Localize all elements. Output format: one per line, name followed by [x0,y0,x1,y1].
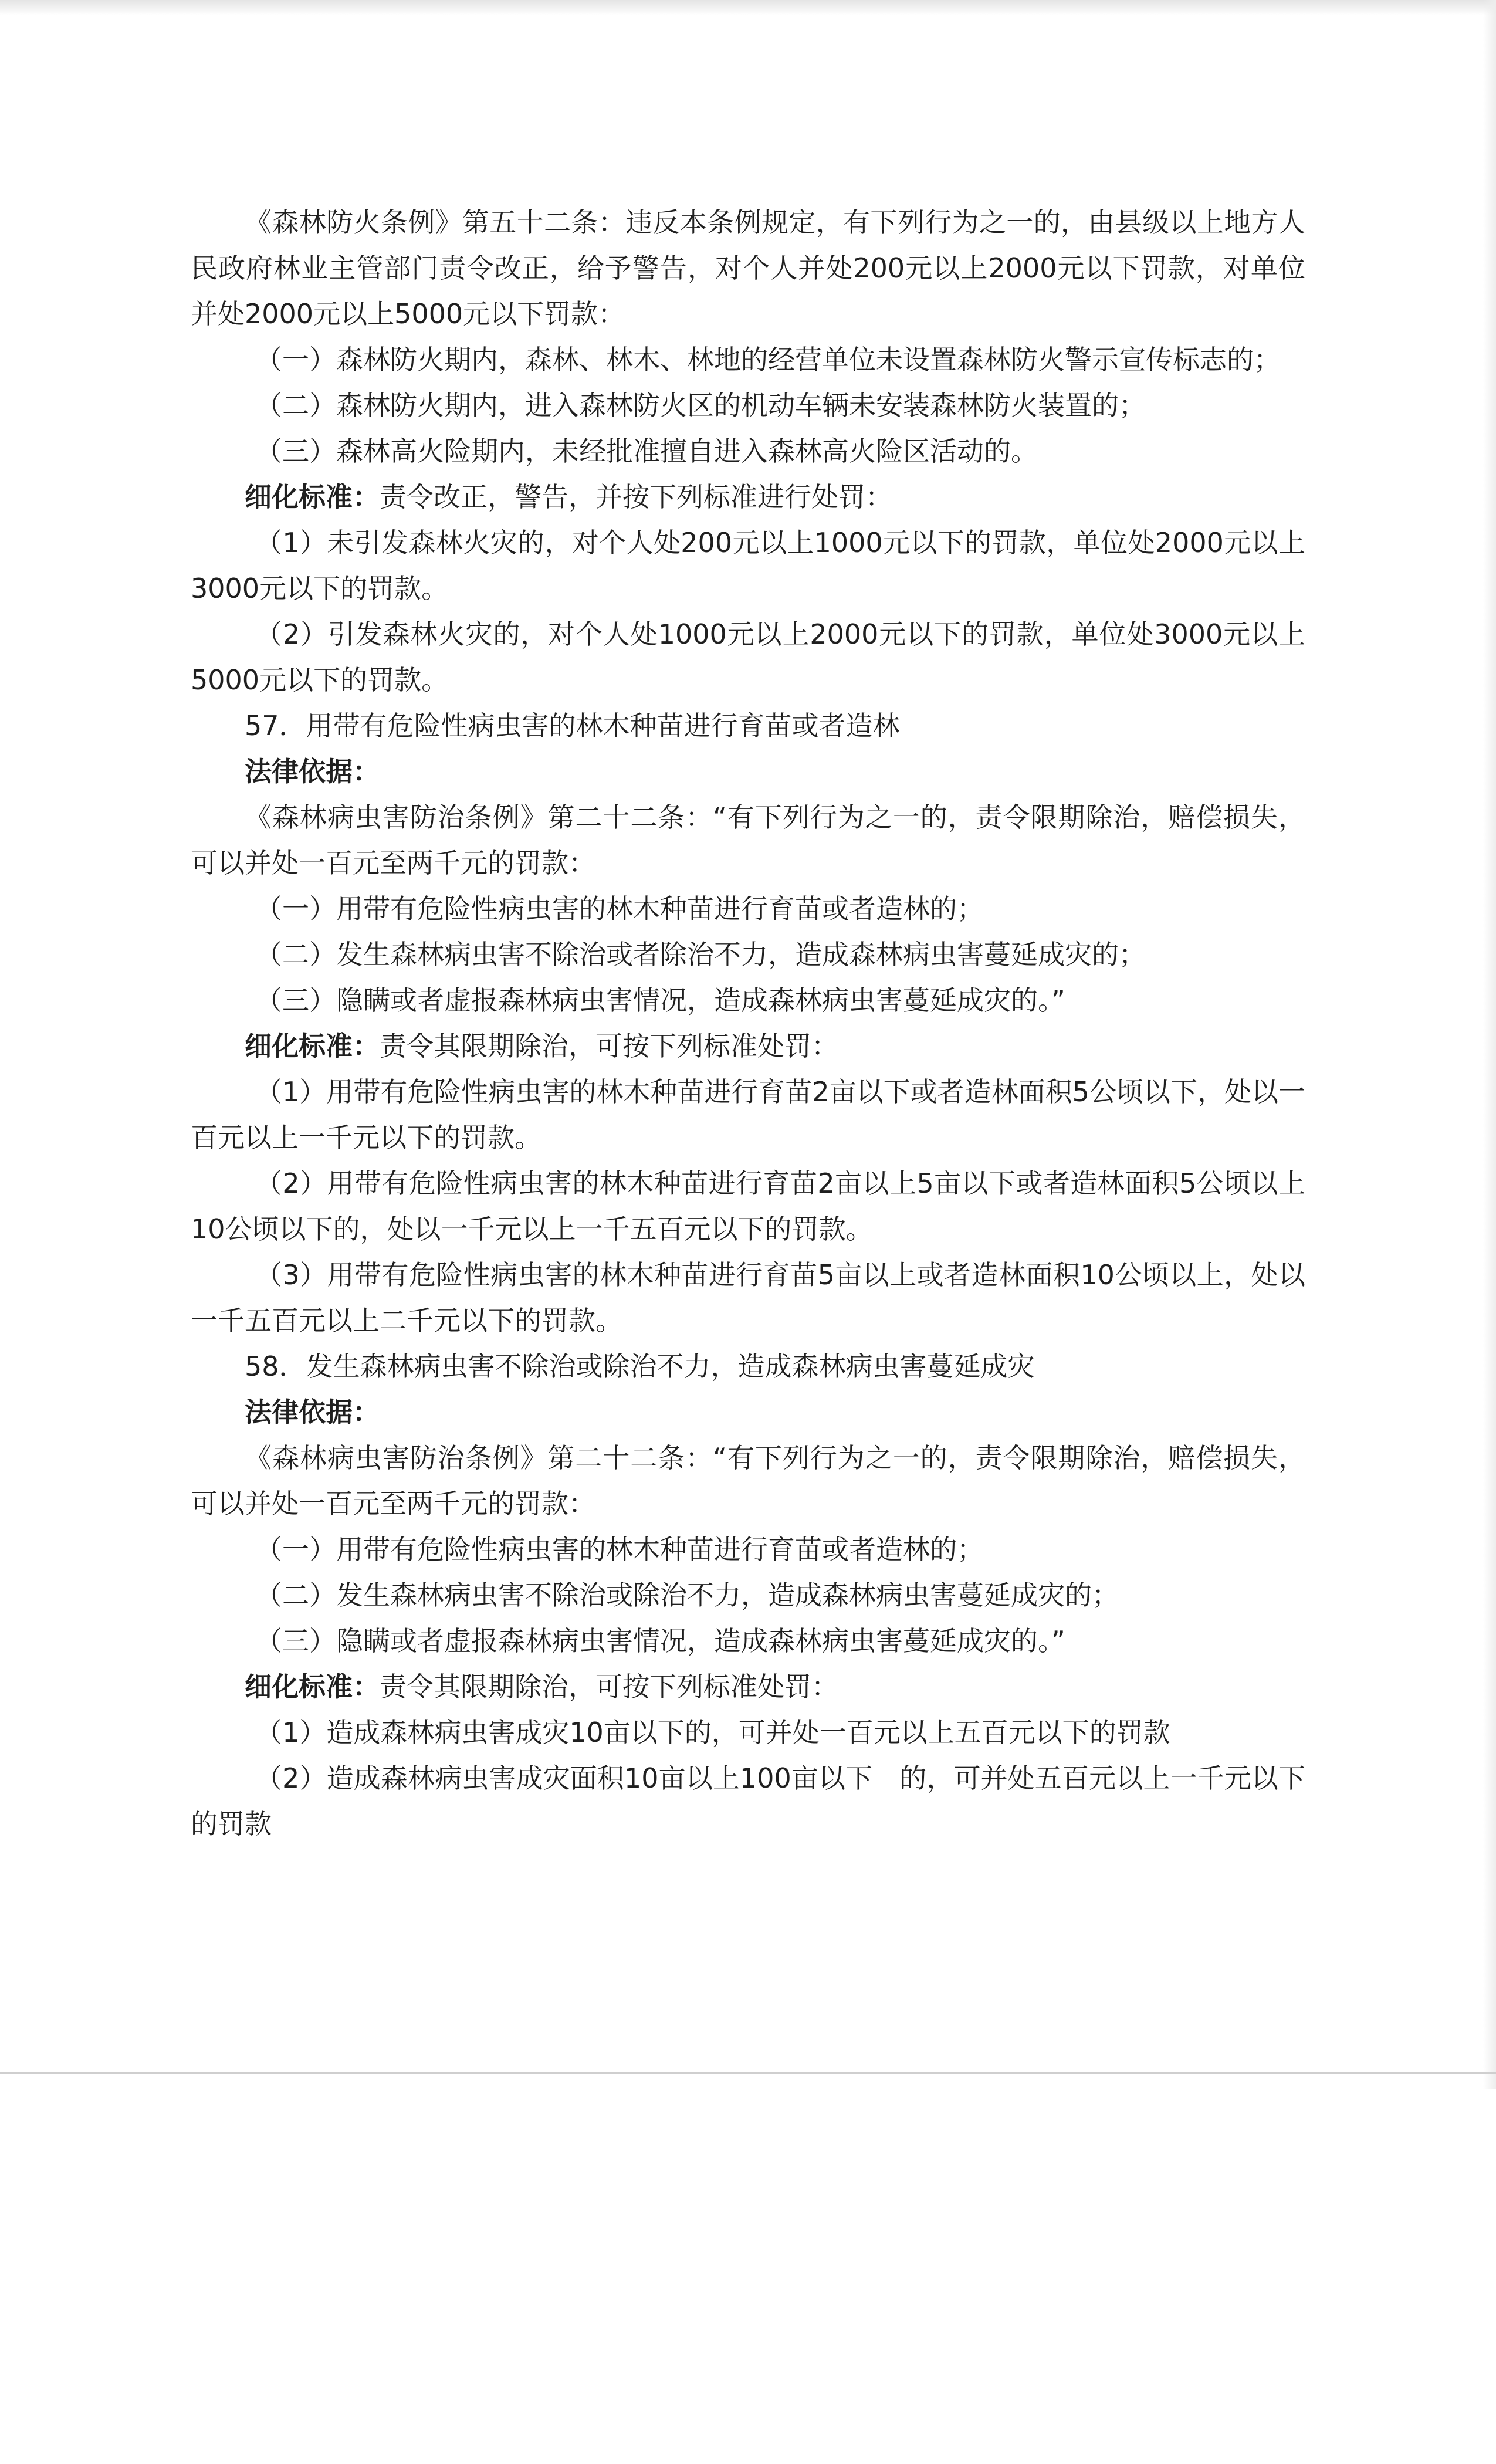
article-52-standard [191,474,1305,520]
document-body [191,199,1305,1847]
item-58-basis-item-3: （三）隐瞒或者虚报森林病虫害情况，造成森林病虫害蔓延成灾的。” [255,1625,1065,1657]
standard-text: 责令其限期除治，可按下列标准处罚： [380,1030,838,1062]
item-58-heading: 58．发生森林病虫害不除治或除治不力，造成森林病虫害蔓延成灾 [245,1351,1035,1382]
article-52-item-2: （二）森林防火期内，进入森林防火区的机动车辆未安装森林防火装置的； [255,390,1146,421]
item-57-basis-label: 法律依据： [245,756,380,787]
item-57-standard [191,1023,1305,1069]
scan-page-edge [0,2072,1496,2074]
item-57-basis-item-2: （二）发生森林病虫害不除治或者除治不力，造成森林病虫害蔓延成灾的； [255,939,1146,970]
scan-shadow-top [0,0,1496,15]
item-58-basis-text: 《森林病虫害防治条例》第二十二条：“有下列行为之一的，责令限期除治，赔偿损失，可以并处一百元至两千元的罚款： [191,1442,1305,1519]
item-58-basis-item-1: （一）用带有危险性病虫害的林木种苗进行育苗或者造林的； [255,1534,984,1565]
article-52-intro: 《森林防火条例》第五十二条：违反本条例规定，有下列行为之一的，由县级以上地方人民政府林业主管部门责令改正，给予警告，对个人并处200元以上2000元以下罚款，对单位并处2000元以上5000元以下罚款： [191,207,1305,330]
item-58-standard-1: （1）造成森林病虫害成灾10亩以下的，可并处一百元以上五百元以下的罚款 [255,1717,1170,1748]
item-58-standard [191,1664,1305,1710]
item-58-basis-item-2: （二）发生森林病虫害不除治或除治不力，造成森林病虫害蔓延成灾的； [255,1579,1119,1611]
article-52-item-1: （一）森林防火期内，森林、林木、林地的经营单位未设置森林防火警示宣传标志的； [255,344,1281,375]
article-52-standard-2: （2）引发森林火灾的，对个人处1000元以上2000元以下的罚款，单位处3000元以上5000元以下的罚款。 [191,618,1305,696]
item-57-basis-text: 《森林病虫害防治条例》第二十二条：“有下列行为之一的，责令限期除治，赔偿损失，可以并处一百元至两千元的罚款： [191,801,1305,879]
item-57-basis-item-3: （三）隐瞒或者虚报森林病虫害情况，造成森林病虫害蔓延成灾的。” [255,984,1065,1016]
item-58-standard-2: （2）造成森林病虫害成灾面积10亩以上100亩以下 的，可并处五百元以上一千元以下的罚款 [191,1762,1305,1840]
standard-label: 细化标准： [245,1671,380,1703]
item-58-basis-label: 法律依据： [245,1396,380,1428]
item-57-basis-item-1: （一）用带有危险性病虫害的林木种苗进行育苗或者造林的； [255,893,984,925]
article-52-item-3: （三）森林高火险期内，未经批准擅自进入森林高火险区活动的。 [255,435,1038,467]
item-57-heading: 57．用带有危险性病虫害的林木种苗进行育苗或者造林 [245,710,900,742]
scan-shadow-right [1483,0,1496,2089]
item-57-standard-2: （2）用带有危险性病虫害的林木种苗进行育苗2亩以上5亩以下或者造林面积5公顷以上10公顷以下的，处以一千元以上一千五百元以下的罚款。 [191,1167,1305,1245]
standard-text: 责令其限期除治，可按下列标准处罚： [380,1671,838,1703]
item-57-standard-3: （3）用带有危险性病虫害的林木种苗进行育苗5亩以上或者造林面积10公顷以上，处以一千五百元以上二千元以下的罚款。 [191,1259,1305,1336]
item-57-standard-1: （1）用带有危险性病虫害的林木种苗进行育苗2亩以下或者造林面积5公顷以下，处以一百元以上一千元以下的罚款。 [191,1076,1305,1153]
standard-label: 细化标准： [245,481,380,513]
article-52-standard-1: （1）未引发森林火灾的，对个人处200元以上1000元以下的罚款，单位处2000元以上3000元以下的罚款。 [191,527,1305,604]
standard-label: 细化标准： [245,1030,380,1062]
standard-text: 责令改正，警告，并按下列标准进行处罚： [380,481,892,513]
